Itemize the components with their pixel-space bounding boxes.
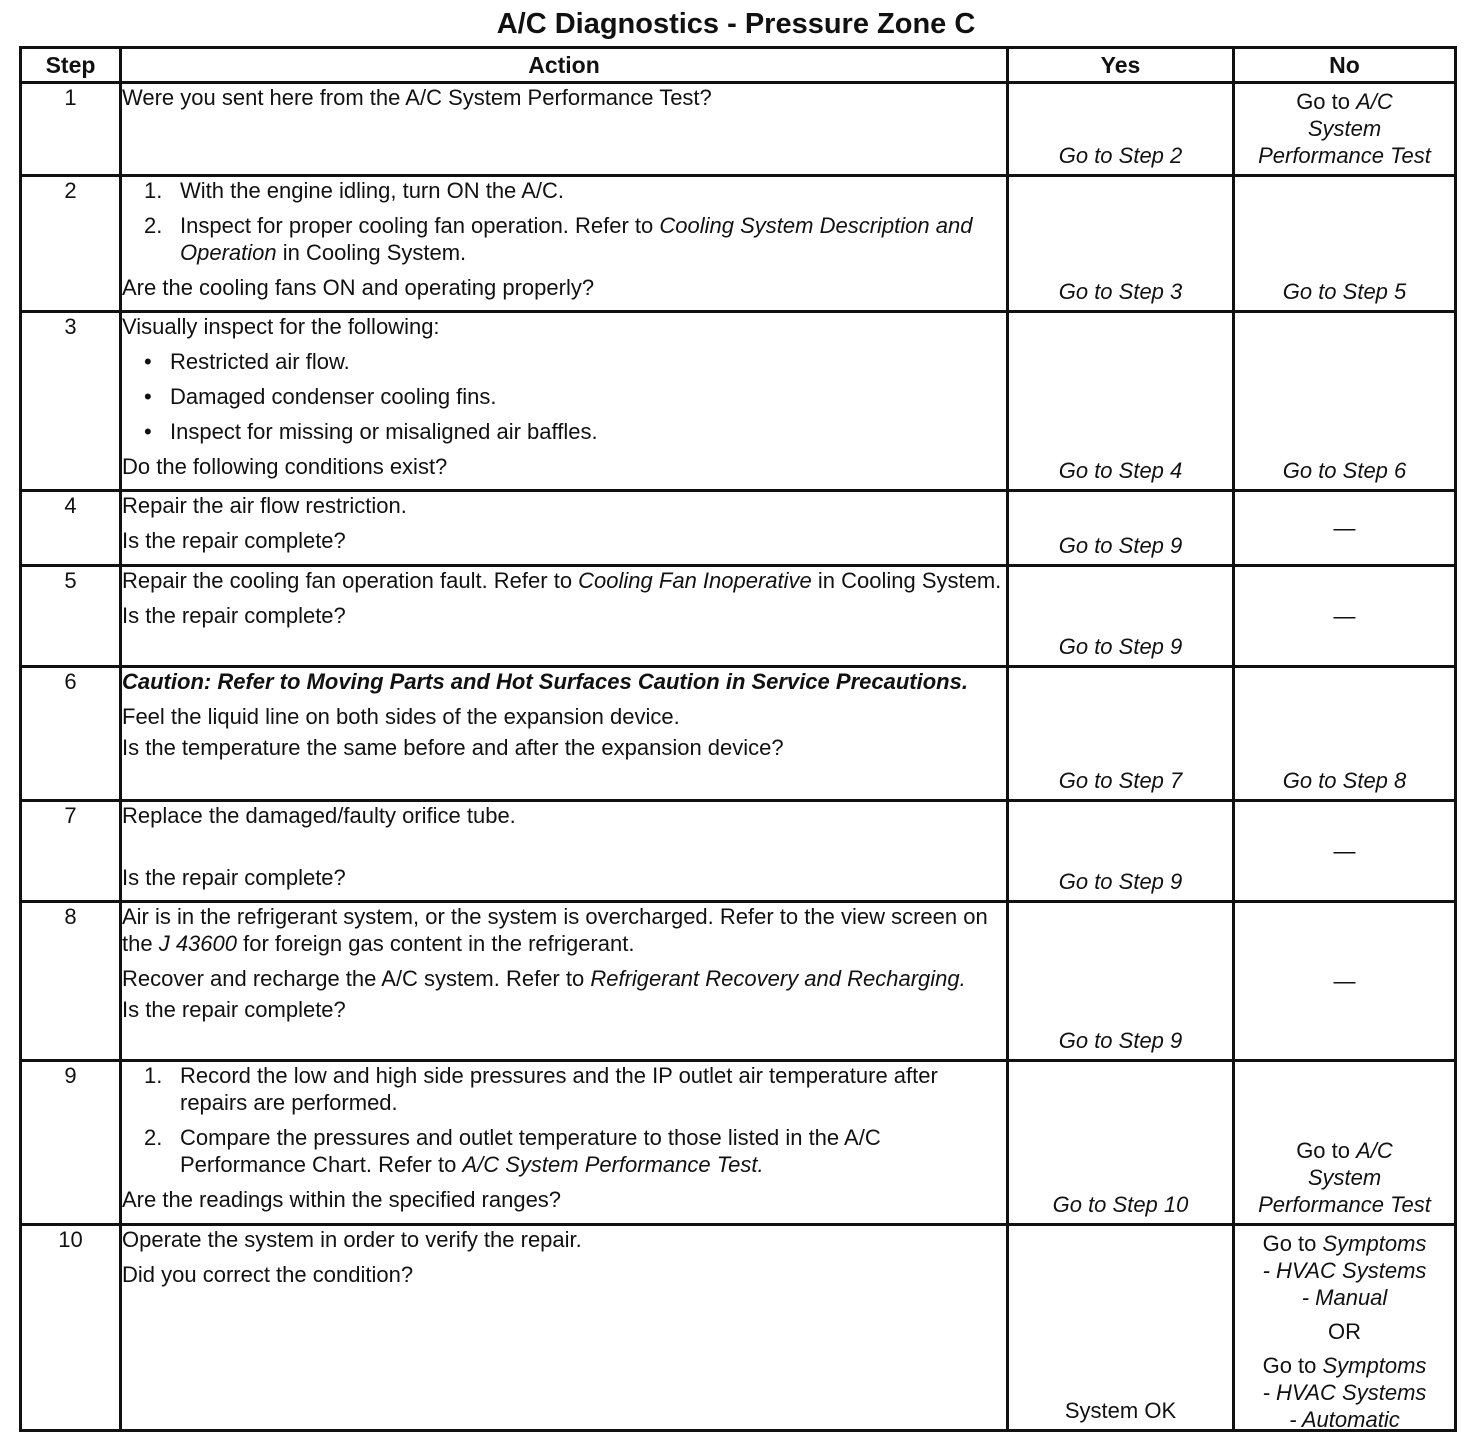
no-cell (1234, 902, 1456, 1061)
action-question: Is the repair complete? (122, 997, 346, 1022)
yes-cell (1008, 902, 1234, 1061)
yes-link[interactable]: Go to Step 2 (1058, 143, 1183, 168)
no-cell (1234, 566, 1456, 667)
action-cell (121, 312, 1008, 491)
no-link-automatic[interactable]: Go to Symptoms - HVAC Systems - Automatic (1262, 1353, 1427, 1432)
yes-cell (1008, 1225, 1234, 1431)
no-link[interactable]: Go to Step 6 (1282, 458, 1407, 483)
step-number: 8 (21, 902, 121, 1061)
no-link-manual[interactable]: Go to Symptoms - HVAC Systems - Manual (1262, 1231, 1427, 1310)
yes-cell (1008, 176, 1234, 312)
no-cell (1234, 1061, 1456, 1225)
table-row (21, 801, 1456, 902)
diagnostic-table (19, 46, 1457, 1432)
table-row (21, 667, 1456, 801)
step-number: 4 (21, 491, 121, 566)
list-item: 2. Inspect for proper cooling fan operation. Refer to Cooling System Description and Operation in Cooling System. (144, 213, 973, 265)
list-item: • Damaged condenser cooling fins. (144, 384, 497, 409)
action-cell (121, 902, 1008, 1061)
action-question: Are the readings within the specified ranges? (122, 1187, 562, 1212)
table-row (21, 1061, 1456, 1225)
yes-link[interactable]: Go to Step 9 (1058, 869, 1183, 894)
header-step: Step (21, 48, 121, 83)
action-question: Is the repair complete? (122, 603, 346, 628)
action-text: Air is in the refrigerant system, or the system is overcharged. Refer to the view screen on the J 43600 for foreign gas content in the refrigerant. (122, 904, 988, 956)
no-dash: — (1333, 968, 1356, 994)
action-question: Did you correct the condition? (122, 1262, 414, 1287)
table-row (21, 566, 1456, 667)
action-cell (121, 801, 1008, 902)
no-dash: — (1333, 838, 1356, 864)
list-item: 1. With the engine idling, turn ON the A/C. (144, 178, 564, 203)
header-yes: Yes (1008, 48, 1234, 83)
no-cell (1234, 667, 1456, 801)
table-row (21, 312, 1456, 491)
list-item: 1. Record the low and high side pressures and the IP outlet air temperature after repairs are performed. (144, 1063, 938, 1115)
yes-cell (1008, 83, 1234, 176)
list-item: • Restricted air flow. (144, 349, 350, 374)
action-question: Is the repair complete? (122, 865, 346, 890)
action-question: Were you sent here from the A/C System Performance Test? (122, 85, 712, 110)
action-text: Replace the damaged/faulty orifice tube. (122, 803, 516, 828)
yes-link[interactable]: Go to Step 9 (1058, 533, 1183, 558)
yes-link[interactable]: Go to Step 3 (1058, 279, 1183, 304)
action-text: Repair the cooling fan operation fault. Refer to Cooling Fan Inoperative in Cooling System. (122, 568, 1002, 593)
list-item: • Inspect for missing or misaligned air baffles. (144, 419, 598, 444)
yes-link[interactable]: Go to Step 4 (1058, 458, 1183, 483)
yes-result: System OK (1064, 1398, 1177, 1423)
no-cell (1234, 176, 1456, 312)
action-cell (121, 566, 1008, 667)
step-number: 5 (21, 566, 121, 667)
step-number: 1 (21, 83, 121, 176)
table-row (21, 491, 1456, 566)
no-cell (1234, 491, 1456, 566)
step-number: 9 (21, 1061, 121, 1225)
yes-link[interactable]: Go to Step 10 (1052, 1192, 1189, 1217)
no-link[interactable]: Go to Step 8 (1282, 768, 1407, 793)
step-number: 7 (21, 801, 121, 902)
no-link[interactable]: Go to A/C System Performance Test (1258, 1138, 1431, 1217)
step-number: 6 (21, 667, 121, 801)
action-cell (121, 176, 1008, 312)
yes-cell (1008, 667, 1234, 801)
yes-cell (1008, 566, 1234, 667)
no-links (1235, 1230, 1454, 1433)
action-question: Is the repair complete? (122, 528, 346, 553)
header-no: No (1234, 48, 1456, 83)
table-row (21, 176, 1456, 312)
no-cell (1234, 801, 1456, 902)
yes-cell (1008, 1061, 1234, 1225)
caution-text: Caution: Refer to Moving Parts and Hot Surfaces Caution in Service Precautions. (122, 669, 968, 694)
no-cell (1234, 1225, 1456, 1431)
table-row (21, 1225, 1456, 1431)
yes-cell (1008, 801, 1234, 902)
action-cell (121, 1225, 1008, 1431)
action-cell (121, 667, 1008, 801)
no-link[interactable]: Go to Step 5 (1282, 279, 1407, 304)
action-cell (121, 491, 1008, 566)
yes-cell (1008, 312, 1234, 491)
page-title: A/C Diagnostics - Pressure Zone C (496, 8, 976, 40)
action-question: Are the cooling fans ON and operating properly? (122, 275, 595, 300)
action-cell (121, 1061, 1008, 1225)
action-text-2: Recover and recharge the A/C system. Refer to Refrigerant Recovery and Recharging. (122, 966, 966, 991)
action-question: Is the temperature the same before and after the expansion device? (122, 735, 784, 760)
table-header-row (21, 48, 1456, 83)
action-text: Feel the liquid line on both sides of the expansion device. (122, 704, 680, 729)
table-row (21, 902, 1456, 1061)
action-intro: Visually inspect for the following: (122, 314, 440, 339)
header-action: Action (121, 48, 1008, 83)
list-item: 2. Compare the pressures and outlet temperature to those listed in the A/C Performance Chart. Refer to A/C System Performance Test. (144, 1125, 881, 1177)
step-number: 2 (21, 176, 121, 312)
table-row (21, 83, 1456, 176)
action-question: Do the following conditions exist? (122, 454, 448, 479)
no-link[interactable]: Go to A/C System Performance Test (1258, 89, 1431, 168)
yes-cell (1008, 491, 1234, 566)
or-separator: OR (1328, 1319, 1361, 1344)
no-cell (1234, 83, 1456, 176)
spacer (122, 837, 1006, 864)
yes-link[interactable]: Go to Step 9 (1058, 1028, 1183, 1053)
no-dash: — (1333, 603, 1356, 629)
no-cell (1234, 312, 1456, 491)
action-cell (121, 83, 1008, 176)
action-text: Repair the air flow restriction. (122, 493, 407, 518)
action-text: Operate the system in order to verify the repair. (122, 1227, 582, 1252)
step-number: 3 (21, 312, 121, 491)
yes-link[interactable]: Go to Step 7 (1058, 768, 1183, 793)
yes-link[interactable]: Go to Step 9 (1058, 634, 1183, 659)
step-number: 10 (21, 1225, 121, 1431)
no-dash: — (1333, 515, 1356, 541)
